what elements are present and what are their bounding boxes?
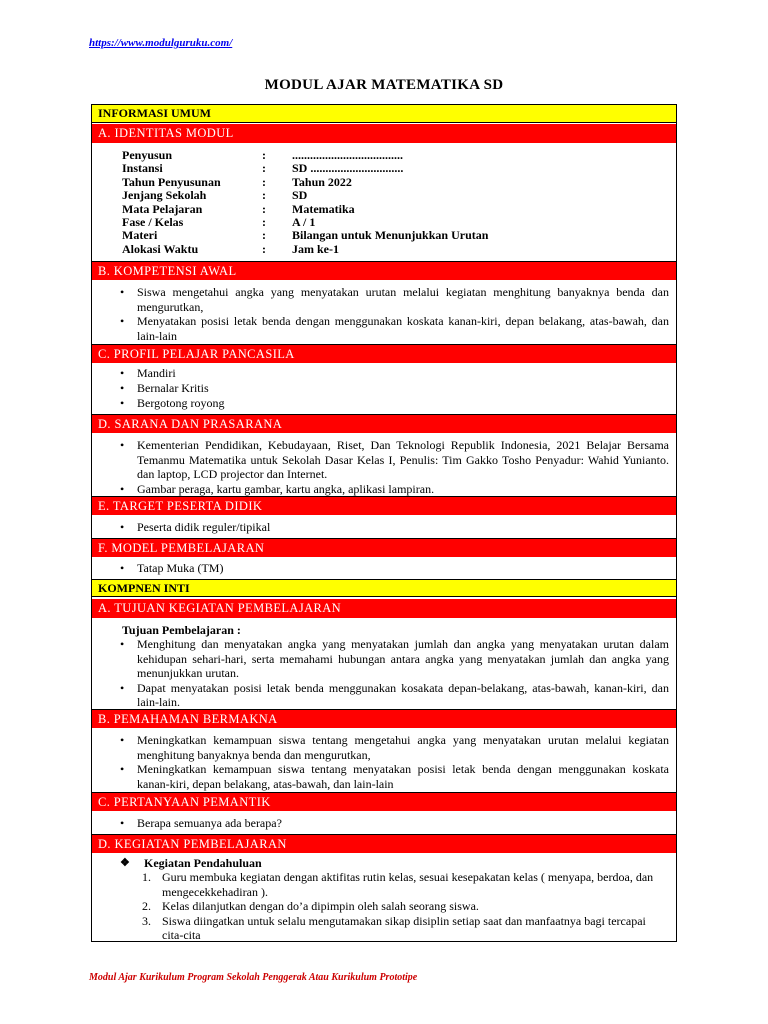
- list-item: • Meningkatkan kemampuan siswa tentang menyatakan posisi letak benda dengan menggunakan koskata kanan-kiri, depan belakang, atas-bawah, dan lain-lain: [114, 762, 669, 791]
- pemahaman-list: [114, 733, 669, 791]
- heading-sarana-prasarana: D. SARANA DAN PRASARANA: [92, 414, 676, 433]
- identity-table: [122, 149, 488, 256]
- kegiatan-list: [142, 870, 662, 943]
- section-komponen-inti: KOMPNEN INTI: [92, 579, 676, 597]
- kompetensi-awal-list: [114, 285, 669, 343]
- document-title: MODUL AJAR MATEMATIKA SD: [264, 77, 504, 93]
- kegiatan-subheading: Kegiatan Pendahuluan: [144, 856, 262, 870]
- target-list: [114, 520, 669, 535]
- identity-row: Mata Pelajaran : Matematika: [122, 201, 355, 216]
- list-item: • Siswa mengetahui angka yang menyatakan urutan melalui kegiatan menghitung banyaknya benda dan mengurutkan,: [114, 285, 669, 314]
- list-item: • Berapa semuanya ada berapa?: [114, 816, 669, 831]
- identity-row: Instansi : SD ...............................: [122, 161, 404, 176]
- heading-identitas-modul: A. IDENTITAS MODUL: [92, 124, 676, 143]
- identity-row: Fase / Kelas : A / 1: [122, 214, 316, 229]
- list-item: • Menyatakan posisi letak benda dengan menggunakan koskata kanan-kiri, depan belakang, atas-bawah, dan lain-lain: [114, 314, 669, 343]
- identity-row: Jenjang Sekolah : SD: [122, 188, 308, 203]
- model-list: [114, 561, 669, 576]
- list-item: • Menghitung dan menyatakan angka yang menyatakan jumlah dan angka yang menyatakan urutan dalam kehidupan sehari-hari, serta memahami hubungan antara angka yang menyatakan jumlah dan angka yang menunjukkan urutan.: [114, 637, 669, 681]
- header-url-link[interactable]: https://www.modulguruku.com/: [89, 37, 233, 49]
- list-item: • Tatap Muka (TM): [114, 561, 669, 576]
- tujuan-list: [114, 637, 669, 710]
- list-item: 2. Kelas dilanjutkan dengan do’a dipimpin oleh salah seorang siswa.: [142, 899, 479, 913]
- heading-pertanyaan-pemantik: C. PERTANYAAN PEMANTIK: [92, 792, 676, 811]
- identity-row: Penyusun : .....................................: [122, 148, 403, 162]
- list-item: • Gambar peraga, kartu gambar, kartu angka, aplikasi lampiran.: [114, 482, 669, 497]
- identity-row: Materi : Bilangan untuk Menunjukkan Urutan: [122, 228, 489, 243]
- section-informasi-umum: INFORMASI UMUM: [92, 105, 676, 123]
- list-item: • Kementerian Pendidikan, Kebudayaan, Riset, Dan Teknologi Republik Indonesia, 2021 Belajar Bersama Temanmu Matematika untuk Sekolah Dasar Kelas I, Penulis: Tim Gakko Tosho Penyadur: Wahid Yunianto. dan laptop, LCD projector dan Internet.: [114, 438, 669, 482]
- heading-kompetensi-awal: B. KOMPETENSI AWAL: [92, 261, 676, 280]
- pertanyaan-list: [114, 816, 669, 831]
- list-item: • Bergotong royong: [114, 396, 669, 411]
- module-table: [91, 104, 677, 942]
- diamond-bullet-icon: ❖: [120, 857, 130, 869]
- list-item: • Meningkatkan kemampuan siswa tentang mengetahui angka yang menyatakan urutan melalui kegiatan menghitung banyaknya benda dan mengurutkan,: [114, 733, 669, 762]
- page-footer: Modul Ajar Kurikulum Program Sekolah Penggerak Atau Kurikulum Prototipe: [89, 972, 418, 983]
- heading-target-peserta: E. TARGET PESERTA DIDIK: [92, 496, 676, 515]
- list-item: • Bernalar Kritis: [114, 381, 669, 396]
- list-item: 1. Guru membuka kegiatan dengan aktifitas rutin kelas, sesuai kesepakatan kelas ( menyapa, berdoa, dan mengecekkehadiran ).: [142, 870, 654, 899]
- sarana-list: [114, 438, 669, 496]
- list-item: 3. Siswa diingatkan untuk selalu mengutamakan sikap disiplin setiap saat dan manfaatnya bagi tercapai cita-cita: [142, 913, 646, 942]
- heading-profil-pelajar: C. PROFIL PELAJAR PANCASILA: [92, 344, 676, 363]
- list-item: • Mandiri: [114, 366, 669, 381]
- identity-row: Alokasi Waktu : Jam ke-1: [122, 241, 339, 256]
- identity-row: Tahun Penyusunan : Tahun 2022: [122, 174, 352, 189]
- profil-list: [114, 366, 669, 411]
- heading-model-pembelajaran: F. MODEL PEMBELAJARAN: [92, 538, 676, 557]
- tujuan-subheading: Tujuan Pembelajaran :: [122, 623, 241, 637]
- heading-pemahaman-bermakna: B. PEMAHAMAN BERMAKNA: [92, 709, 676, 728]
- list-item: • Peserta didik reguler/tipikal: [114, 520, 669, 535]
- heading-tujuan-kegiatan: A. TUJUAN KEGIATAN PEMBELAJARAN: [92, 599, 676, 618]
- list-item: • Dapat menyatakan posisi letak benda menggunakan kosakata depan-belakang, atas-bawah, kanan-kiri, dan lain-lain.: [114, 681, 669, 710]
- heading-kegiatan-pembelajaran: D. KEGIATAN PEMBELAJARAN: [92, 834, 676, 853]
